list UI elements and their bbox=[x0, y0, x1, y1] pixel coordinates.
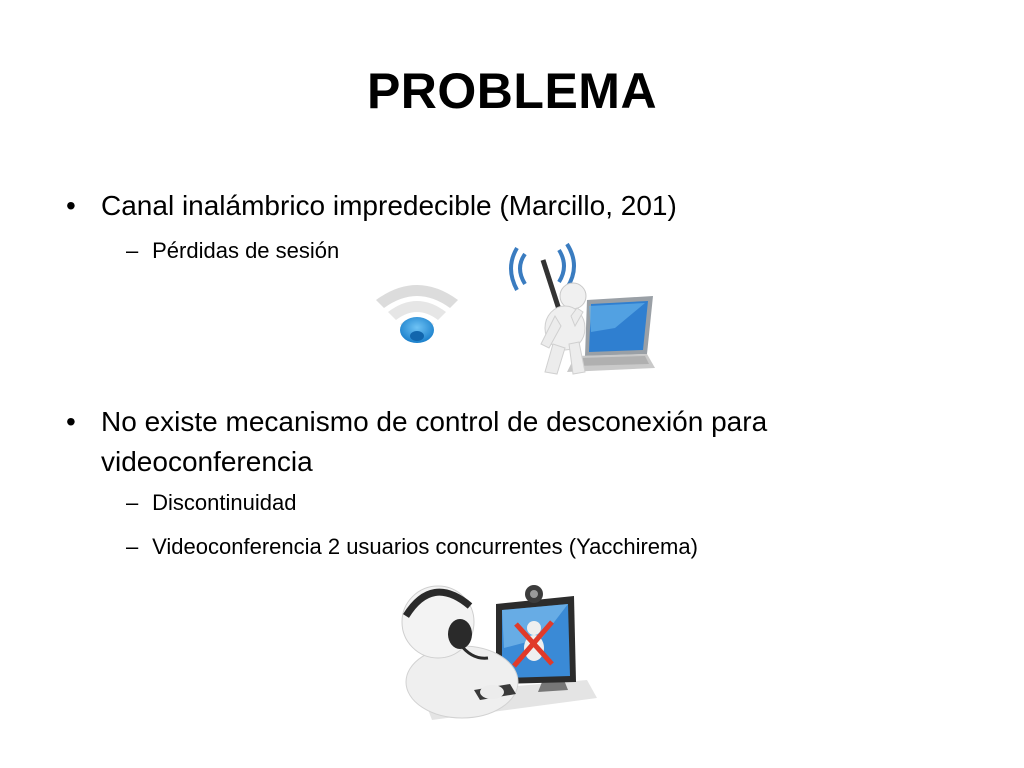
sub-bullet-text: Discontinuidad bbox=[152, 490, 297, 515]
person-with-antenna-and-laptop-icon bbox=[505, 236, 660, 378]
sub-bullet-item bbox=[126, 236, 339, 266]
sub-bullet-text: Videoconferencia 2 usuarios concurrentes (Yacchirema) bbox=[152, 534, 698, 559]
sub-bullet-marker: – bbox=[126, 534, 139, 559]
sub-bullet-marker: – bbox=[126, 238, 139, 263]
slide-title: PROBLEMA bbox=[366, 63, 658, 119]
bullet-text: No existe mecanismo de control de desconexión para videoconferencia bbox=[101, 406, 768, 477]
sub-bullet-item bbox=[126, 488, 296, 518]
wifi-icon bbox=[372, 278, 462, 346]
sub-bullet-item bbox=[126, 532, 698, 562]
sub-bullet-marker: – bbox=[126, 490, 139, 515]
bullet-text: Canal inalámbrico impredecible (Marcillo, 201) bbox=[101, 190, 677, 221]
bullet-marker: • bbox=[66, 190, 76, 221]
bullet-item bbox=[66, 402, 966, 482]
sub-bullet-text: Pérdidas de sesión bbox=[152, 238, 340, 263]
person-with-headset-at-monitor-icon bbox=[392, 572, 602, 724]
bullet-item bbox=[66, 186, 966, 226]
bullet-marker: • bbox=[66, 406, 76, 437]
